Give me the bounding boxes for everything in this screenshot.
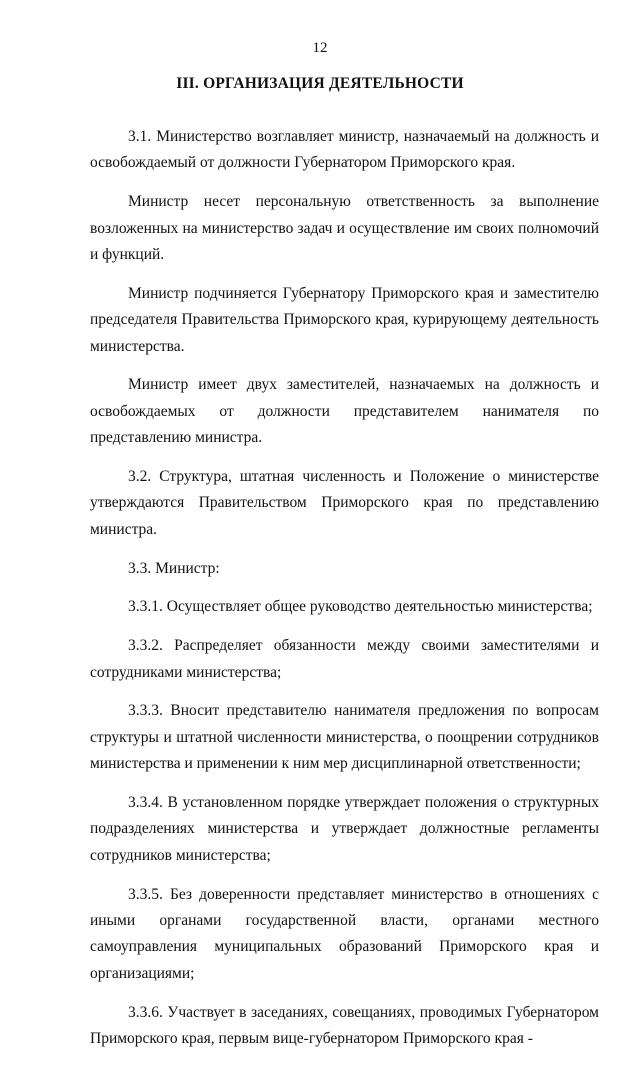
paragraph-3-3-5: 3.3.5. Без доверенности представляет министерство в отношениях с иными органами государственной власти, органами местного самоуправления муниципальных образований Приморского края и организациями; [90,885,599,982]
paragraph-3-2: 3.2. Структура, штатная численность и Положение о министерстве утверждаются Правительством Приморского края по представлению министра. [90,468,599,538]
paragraph-minister-subordination: Министр подчиняется Губернатору Приморского края и заместителю председателя Правительства Приморского края, курирующему деятельность министерства. [90,284,599,355]
paragraph-3-3-4: 3.3.4. В установленном порядке утверждает положения о структурных подразделениях министерства и утверждает должностные регламенты сотрудников министерства; [90,794,599,864]
paragraph-3-3-3: 3.3.3. Вносит представителю нанимателя предложения по вопросам структуры и штатной численности министерства, о поощрении сотрудников министерства и применении к ним мер дисциплинарной ответственности; [90,702,599,773]
document-body [90,124,599,1065]
page-number: 12 [312,40,328,56]
paragraph-3-3-6: 3.3.6. Участвует в заседаниях, совещаниях, проводимых Губернатором Приморского края, первым вице-губернатором Приморского края - [90,1003,599,1048]
paragraph-3-3: 3.3. Министр: [128,559,220,577]
paragraph-3-3-1: 3.3.1. Осуществляет общее руководство деятельностью министерства; [128,598,593,616]
paragraph-3-1: 3.1. Министерство возглавляет министр, назначаемый на должность и освобождаемый от должности Губернатором Приморского края. [90,128,599,172]
section-heading: III. ОРГАНИЗАЦИЯ ДЕЯТЕЛЬНОСТИ [176,75,464,92]
paragraph-3-3-2: 3.3.2. Распределяет обязанности между своими заместителями и сотрудниками министерства; [90,637,599,681]
paragraph-minister-responsibility: Министр несет персональную ответственность за выполнение возложенных на министерство задач и осуществление им своих полномочий и функций. [90,193,599,264]
paragraph-minister-deputies: Министр имеет двух заместителей, назначаемых на должность и освобождаемых от должности представителем нанимателя по представлению министра. [90,376,599,447]
